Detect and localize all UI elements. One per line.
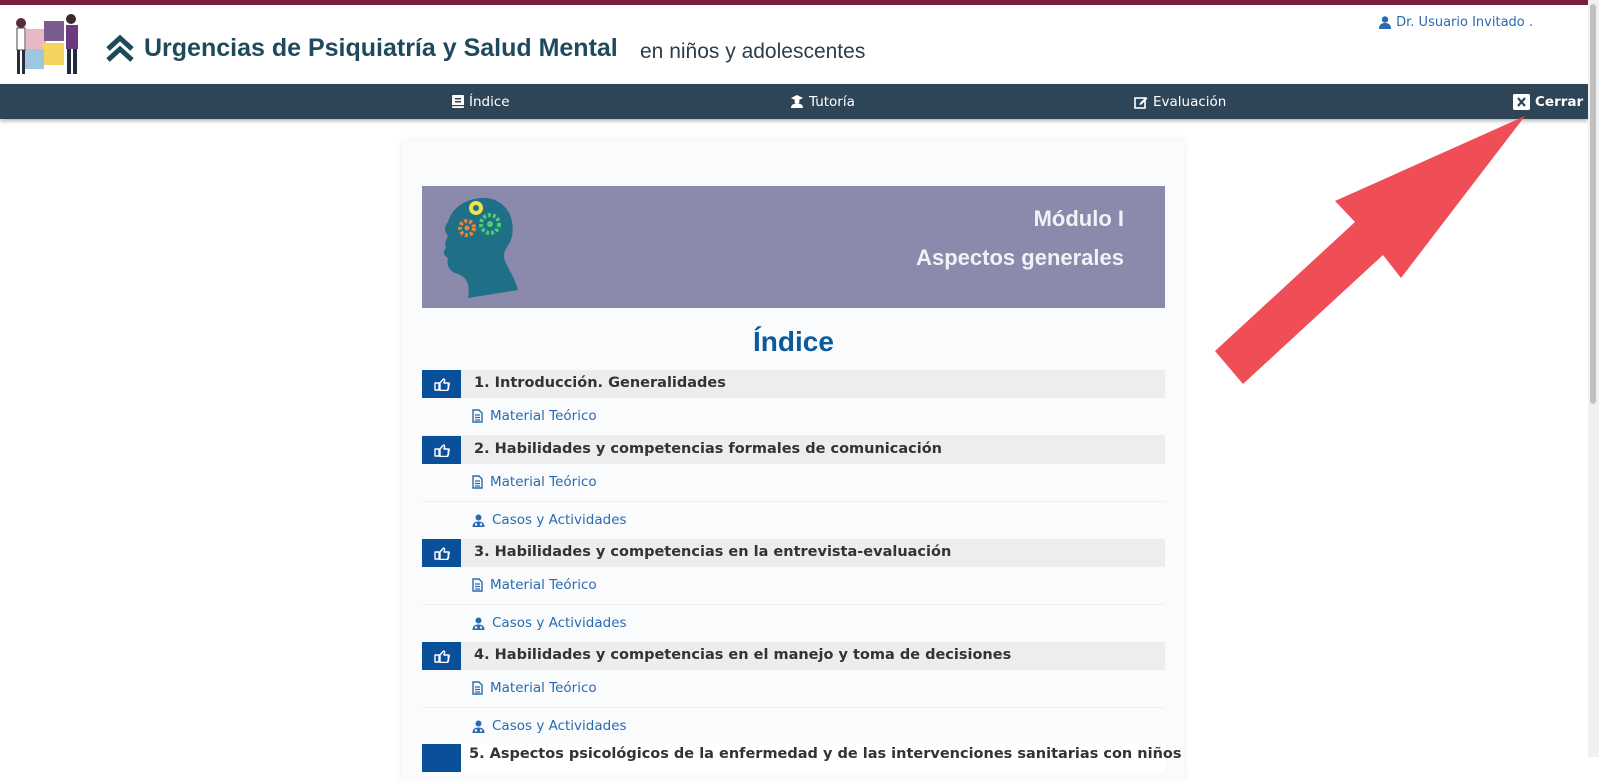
scrollbar-thumb[interactable]	[1590, 4, 1596, 404]
section-title: 3. Habilidades y competencias en la entrevista-evaluación	[474, 544, 952, 560]
section-header[interactable]	[422, 436, 1165, 464]
module-banner	[422, 186, 1165, 308]
user-name: Dr. Usuario Invitado .	[1396, 15, 1533, 30]
link-label: Material Teórico	[490, 577, 597, 593]
close-square-icon	[1513, 94, 1530, 110]
page-scrollbar[interactable]	[1588, 0, 1599, 757]
nav-tutoring[interactable]	[790, 84, 855, 119]
link-label: Material Teórico	[490, 474, 597, 490]
file-text-icon	[472, 681, 483, 695]
head-gears-illustration	[422, 186, 532, 308]
section-icon-box	[422, 642, 461, 670]
index-heading: Índice	[753, 326, 834, 357]
list-item	[422, 398, 1165, 436]
main-navbar	[0, 84, 1588, 119]
section-title: 1. Introducción. Generalidades	[474, 375, 726, 391]
hand-pointer-icon	[434, 444, 450, 457]
section-header[interactable]	[422, 744, 1182, 772]
section-title: 4. Habilidades y competencias en el manejo y toma de decisiones	[474, 647, 1012, 663]
double-chevron-up-icon[interactable]	[105, 35, 135, 63]
casos-actividades-link[interactable]	[472, 512, 627, 528]
nav-evaluation[interactable]	[1134, 84, 1226, 119]
section-header[interactable]	[422, 642, 1165, 670]
nav-index[interactable]	[452, 84, 510, 119]
user-doctor-icon	[472, 617, 485, 630]
puzzle-people-logo	[14, 13, 84, 77]
teacher-icon	[790, 95, 804, 108]
site-subtitle: en niños y adolescentes	[640, 40, 866, 63]
nav-evaluation-label: Evaluación	[1153, 93, 1227, 110]
site-header	[0, 5, 1588, 84]
section-icon-box	[422, 539, 461, 567]
user-icon	[1379, 16, 1391, 29]
hand-pointer-icon	[434, 547, 450, 560]
section-title: 5. Aspectos psicológicos de la enfermedad y de las intervenciones sanitarias con niños	[469, 746, 1182, 762]
close-button[interactable]	[1513, 84, 1583, 119]
material-teorico-link[interactable]	[472, 474, 597, 490]
list-item	[422, 670, 1165, 708]
casos-actividades-link[interactable]	[472, 718, 627, 734]
edit-square-icon	[1134, 95, 1148, 109]
list-item	[422, 567, 1165, 605]
link-label: Material Teórico	[490, 408, 597, 424]
material-teorico-link[interactable]	[472, 408, 597, 424]
red-pointer-arrow	[1215, 116, 1525, 391]
list-item	[422, 502, 1165, 540]
file-text-icon	[472, 578, 483, 592]
section-title: 2. Habilidades y competencias formales de comunicación	[474, 441, 942, 457]
list-item	[422, 464, 1165, 502]
close-label: Cerrar	[1535, 93, 1584, 110]
link-label: Casos y Actividades	[492, 512, 627, 528]
material-teorico-link[interactable]	[472, 577, 597, 593]
list-item	[422, 605, 1165, 643]
site-title: Urgencias de Psiquiatría y Salud Mental	[144, 34, 618, 62]
module-number: Módulo I	[1033, 206, 1124, 231]
module-name: Aspectos generales	[916, 245, 1124, 270]
link-label: Casos y Actividades	[492, 718, 627, 734]
section-icon-box	[422, 370, 461, 398]
material-teorico-link[interactable]	[472, 680, 597, 696]
hand-pointer-icon	[434, 378, 450, 391]
section-icon-box	[422, 436, 461, 464]
section-icon-box	[422, 744, 461, 772]
link-label: Material Teórico	[490, 680, 597, 696]
file-text-icon	[472, 475, 483, 489]
link-label: Casos y Actividades	[492, 615, 627, 631]
list-item	[422, 708, 1165, 746]
user-doctor-icon	[472, 514, 485, 527]
section-header[interactable]	[422, 370, 1165, 398]
user-doctor-icon	[472, 720, 485, 733]
casos-actividades-link[interactable]	[472, 615, 627, 631]
file-text-icon	[472, 409, 483, 423]
nav-tutoring-label: Tutoría	[809, 93, 855, 110]
section-header[interactable]	[422, 539, 1165, 567]
nav-index-label: Índice	[469, 93, 510, 110]
hand-pointer-icon	[434, 650, 450, 663]
book-icon	[452, 95, 464, 108]
user-menu[interactable]	[1379, 15, 1533, 30]
